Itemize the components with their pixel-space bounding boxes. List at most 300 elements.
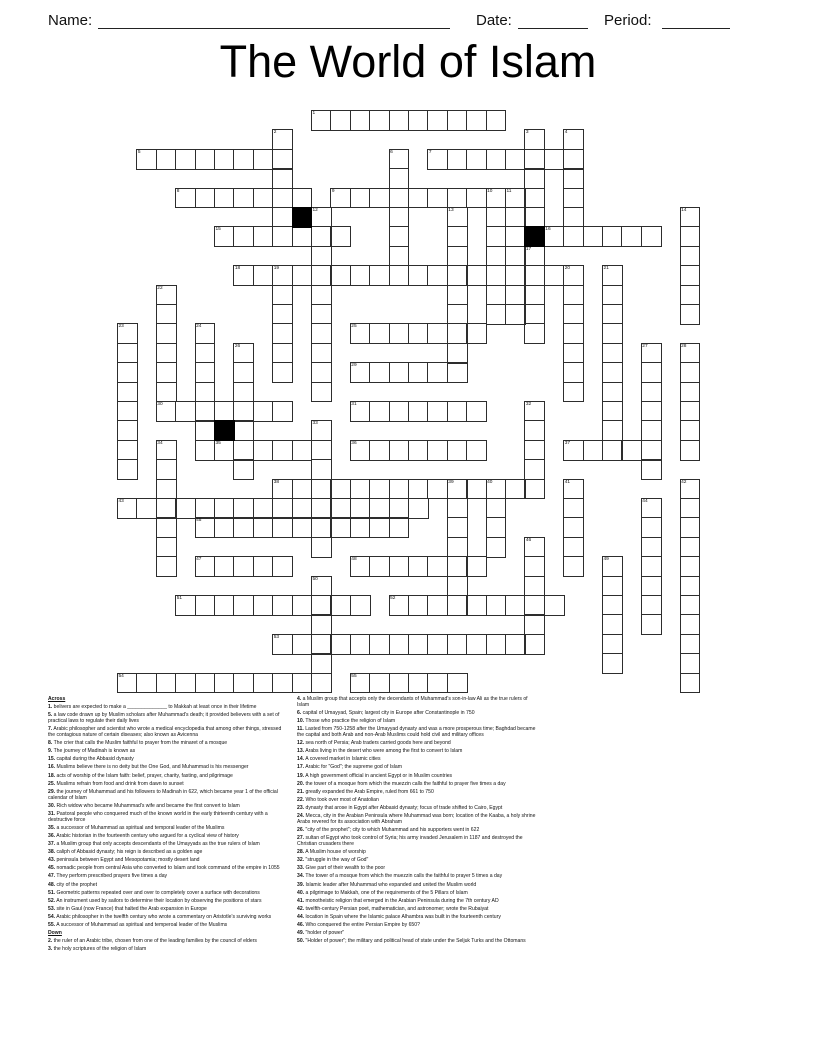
- cell-separator: [312, 479, 331, 480]
- cell-separator: [408, 363, 409, 382]
- clue-number: 4: [564, 130, 568, 136]
- crossword-word[interactable]: [486, 479, 507, 558]
- cell-separator: [427, 363, 428, 382]
- cell-separator: [408, 499, 409, 518]
- down-clue: 20. the tower of a mosque from which the muezzin calls the faithful to prayer five times a day: [297, 780, 506, 787]
- crossword-word[interactable]: [680, 479, 701, 694]
- cell-separator: [603, 382, 622, 383]
- clue-number: 9: [331, 188, 335, 194]
- crossword-word[interactable]: [680, 343, 701, 461]
- cell-separator: [447, 363, 448, 382]
- crossword-word[interactable]: [641, 498, 662, 635]
- cell-separator: [447, 189, 448, 208]
- cell-separator: [525, 576, 544, 577]
- clue-number: 35: [215, 440, 221, 446]
- cell-separator: [642, 459, 661, 460]
- crossword-word[interactable]: [195, 517, 410, 538]
- cell-separator: [583, 441, 584, 460]
- clue-number: 31: [351, 402, 357, 407]
- clue-number: 20: [564, 266, 571, 272]
- cell-separator: [448, 265, 467, 266]
- cell-separator: [196, 343, 215, 344]
- crossword-word[interactable]: [602, 556, 623, 674]
- cell-separator: [487, 498, 506, 499]
- across-clue: 54. Arabic philosopher in the twelfth century who wrote a commentary on Aristotle's surviving works: [48, 913, 272, 920]
- across-clue: 45. nomadic people from central Asia who converted to Islam and took command of the empire in 1055: [48, 865, 280, 872]
- cell-separator: [272, 499, 273, 518]
- cell-separator: [312, 323, 331, 324]
- down-clue: 42. twelfth-century Persian poet, mathematician, and astronomer; wrote the Rubaiyat: [297, 905, 489, 912]
- cell-separator: [564, 517, 583, 518]
- cell-separator: [214, 674, 215, 693]
- across-clue: 47. They perform prescribed prayers five times a day: [48, 873, 168, 880]
- cell-separator: [642, 556, 661, 557]
- cell-separator: [603, 323, 622, 324]
- crossword-word[interactable]: [544, 226, 662, 247]
- cell-separator: [427, 557, 428, 576]
- clue-number: 1: [312, 111, 316, 116]
- cell-separator: [681, 246, 700, 247]
- cell-separator: [234, 362, 253, 363]
- cell-separator: [642, 362, 661, 363]
- cell-separator: [389, 111, 390, 130]
- cell-separator: [603, 576, 622, 577]
- cell-separator: [448, 595, 467, 596]
- cell-separator: [681, 304, 700, 305]
- across-clue: 9. The journey of Madinah is known as: [48, 748, 136, 755]
- cell-separator: [253, 499, 254, 518]
- cell-separator: [369, 266, 370, 285]
- crossword-word[interactable]: [447, 207, 468, 364]
- down-clue: 11. Lasted from 750-1258 after the Umayyad dynasty and was a more prosperous time; Baghdad became the capital and both Arab and non-Arab Muslims could hold civil and military offices: [297, 726, 536, 739]
- down-title: Down: [48, 930, 62, 937]
- cell-separator: [312, 382, 331, 383]
- cell-separator: [369, 480, 370, 499]
- black-cell: [214, 420, 235, 441]
- date-input-line[interactable]: [512, 12, 588, 29]
- cell-separator: [157, 556, 176, 557]
- cell-separator: [350, 266, 351, 285]
- cell-separator: [136, 674, 137, 693]
- crossword-word[interactable]: [136, 149, 293, 170]
- cell-separator: [681, 653, 700, 654]
- cell-separator: [642, 576, 661, 577]
- cell-separator: [525, 479, 544, 480]
- cell-separator: [273, 226, 292, 227]
- cell-separator: [312, 304, 331, 305]
- cell-separator: [157, 479, 176, 480]
- crossword-word[interactable]: [350, 673, 468, 694]
- cell-separator: [525, 149, 544, 150]
- down-clue: 10. Those who practice the religion of Islam: [297, 718, 396, 725]
- down-clue: 34. The tower of a mosque from which the muezzin calls the faithful to prayer 5 times a day: [297, 873, 503, 880]
- across-clue: 38. caliph of Abbasid dynasty; his reign is described as a golden age: [48, 849, 203, 856]
- cell-separator: [118, 440, 137, 441]
- cell-separator: [487, 207, 506, 208]
- cell-separator: [525, 634, 544, 635]
- cell-separator: [234, 459, 253, 460]
- cell-separator: [603, 634, 622, 635]
- across-clue: 35. a successor of Muhammad as spiritual and temporal leader of the Muslims: [48, 824, 225, 831]
- cell-separator: [292, 441, 293, 460]
- across-clue: 30. Rich widow who became Muhammad's wife and became the first convert to Islam: [48, 802, 240, 809]
- clue-number: 30: [157, 402, 163, 407]
- cell-separator: [447, 402, 448, 421]
- cell-separator: [312, 285, 331, 286]
- cell-separator: [312, 498, 331, 499]
- clue-number: 25: [351, 324, 357, 330]
- cell-separator: [369, 557, 370, 576]
- crossword-word[interactable]: [486, 188, 507, 325]
- cell-separator: [681, 265, 700, 266]
- cell-separator: [506, 207, 525, 208]
- down-clue: 44. location in Spain where the Islamic palace Alhambra was built in the fourteenth century: [297, 913, 501, 920]
- clue-number: 34: [157, 440, 163, 446]
- crossword-grid[interactable]: [117, 110, 701, 694]
- down-clue: 23. dynasty that arose in Egypt after Abbasid dynasty; focus of trade shifted to Cairo, Egypt: [297, 804, 503, 811]
- cell-separator: [292, 596, 293, 615]
- cell-separator: [564, 149, 583, 150]
- down-clue: 46. Who conquered the entire Persian Empire by 650?: [297, 921, 420, 928]
- period-input-line[interactable]: [656, 12, 730, 29]
- cell-separator: [681, 517, 700, 518]
- cell-separator: [487, 246, 506, 247]
- cell-separator: [273, 362, 292, 363]
- clue-number: 51: [176, 596, 183, 601]
- down-clue: 39. Islamic leader after Muhammad who expanded and united the Muslim world: [297, 881, 477, 888]
- cell-separator: [564, 362, 583, 363]
- crossword-word[interactable]: [195, 556, 293, 577]
- cell-separator: [603, 614, 622, 615]
- crossword-word[interactable]: [156, 440, 177, 577]
- cell-separator: [564, 382, 583, 383]
- down-clue: 32. "struggle in the way of God": [297, 857, 369, 864]
- cell-separator: [214, 189, 215, 208]
- crossword-word[interactable]: [350, 440, 487, 461]
- clue-number: 26: [234, 343, 241, 349]
- cell-separator: [233, 189, 234, 208]
- cell-separator: [214, 596, 215, 615]
- cell-separator: [642, 382, 661, 383]
- cell-separator: [292, 674, 293, 693]
- cell-separator: [312, 595, 331, 596]
- cell-separator: [447, 635, 448, 654]
- crossword-word[interactable]: [272, 129, 293, 247]
- cell-separator: [603, 401, 622, 402]
- cell-separator: [603, 653, 622, 654]
- clue-number: 19: [273, 266, 280, 272]
- clue-number: 28: [681, 343, 687, 349]
- cell-separator: [273, 188, 292, 189]
- down-clue: 2. the ruler of an Arabic tribe, chosen from one of the leading families by the council of elders: [48, 938, 257, 945]
- down-clue: 33. Give part of their wealth to the poor: [297, 865, 386, 872]
- clue-number: 17: [525, 246, 532, 252]
- cell-separator: [448, 537, 467, 538]
- cell-separator: [330, 111, 331, 130]
- clue-number: 24: [196, 324, 202, 330]
- cell-separator: [525, 323, 544, 324]
- across-clue: 52. An instrument used by sailors to determine their location by observing the positions of stars: [48, 897, 262, 904]
- cell-separator: [157, 362, 176, 363]
- cell-separator: [196, 401, 215, 402]
- cell-separator: [564, 343, 583, 344]
- cell-separator: [408, 402, 409, 421]
- cell-separator: [233, 596, 234, 615]
- crossword-word[interactable]: [117, 673, 312, 694]
- cell-separator: [312, 634, 331, 635]
- cell-separator: [350, 635, 351, 654]
- cell-separator: [233, 518, 234, 537]
- down-clue: 27. sultan of Egypt who took control of Syria; his army invaded Jerusalem in 1187 and destroyed the Christian crusaders there: [297, 835, 523, 848]
- cell-separator: [369, 674, 370, 693]
- across-clue: 31. Pastoral people who conquered much of the known world in the early thirteenth century with a destructive force: [48, 810, 268, 823]
- clue-number: 42: [681, 479, 687, 485]
- cell-separator: [427, 635, 428, 654]
- cell-separator: [369, 324, 370, 343]
- cell-separator: [312, 653, 331, 654]
- crossword-word[interactable]: [214, 440, 312, 461]
- clue-number: 15: [215, 227, 221, 233]
- down-clue: 24. Mecca, city in the Arabian Peninsula where Muhammad was born; location of the Kaaba, a holy shrine Arabs revered for its association with Abraham: [297, 813, 536, 825]
- cell-separator: [390, 246, 409, 247]
- clue-number: 8: [176, 188, 180, 194]
- clue-number: 3: [525, 130, 529, 136]
- down-clue: 6. capital of Umayyad, Spain; largest city in Europe after Constantinople in 750: [297, 710, 475, 716]
- down-clue: 17. Arabic for "God"; the supreme god of Islam: [297, 764, 402, 771]
- cell-separator: [681, 362, 700, 363]
- cell-separator: [350, 111, 351, 130]
- cell-separator: [292, 518, 293, 537]
- cell-separator: [390, 226, 409, 227]
- cell-separator: [487, 304, 506, 305]
- clue-number: 44: [642, 499, 648, 504]
- cell-separator: [448, 498, 467, 499]
- crossword-word[interactable]: [563, 129, 584, 247]
- crossword-word[interactable]: [680, 207, 701, 325]
- cell-separator: [253, 557, 254, 576]
- cell-separator: [273, 149, 292, 150]
- crossword-word[interactable]: [311, 420, 332, 557]
- clue-number: 11: [506, 188, 512, 194]
- crossword-word[interactable]: [195, 323, 216, 460]
- cell-separator: [390, 207, 409, 208]
- crossword-word[interactable]: [563, 479, 584, 577]
- clue-number: 49: [603, 557, 609, 563]
- cell-separator: [312, 459, 331, 460]
- cell-separator: [312, 265, 331, 266]
- cell-separator: [214, 499, 215, 518]
- crossword-word[interactable]: [350, 401, 487, 422]
- across-clue: 43. peninsula between Egypt and Mesopotamia; mostly desert land: [48, 857, 200, 864]
- clue-number: 40: [487, 479, 493, 485]
- cell-separator: [369, 363, 370, 382]
- cell-separator: [273, 343, 292, 344]
- cell-separator: [506, 285, 525, 286]
- cell-separator: [681, 226, 700, 227]
- cell-separator: [390, 265, 409, 266]
- clue-number: 50: [312, 576, 318, 582]
- down-clue: 28. A Muslim house of worship: [297, 849, 366, 856]
- down-clue: 12. sea north of Persia; Arab traders carried goods here and beyond: [297, 740, 451, 747]
- cell-separator: [525, 265, 544, 266]
- cell-separator: [505, 596, 506, 615]
- cell-separator: [427, 266, 428, 285]
- crossword-word[interactable]: [156, 285, 177, 403]
- cell-separator: [681, 614, 700, 615]
- cell-separator: [603, 420, 622, 421]
- crossword-word[interactable]: [156, 401, 293, 422]
- cell-separator: [487, 285, 506, 286]
- crossword-word[interactable]: [175, 595, 370, 616]
- cell-separator: [603, 440, 622, 441]
- crossword-word[interactable]: [524, 537, 545, 655]
- cell-separator: [564, 304, 583, 305]
- cell-separator: [564, 556, 583, 557]
- cell-separator: [681, 382, 700, 383]
- crossword-word[interactable]: [389, 149, 410, 286]
- cell-separator: [448, 226, 467, 227]
- crossword-word[interactable]: [272, 265, 293, 383]
- clue-number: 41: [564, 479, 571, 485]
- cell-separator: [157, 343, 176, 344]
- cell-separator: [525, 420, 544, 421]
- across-clue: 29. the journey of Muhammad and his followers to Madinah in 622, which became year 1 of the official calendar of Islam: [48, 788, 278, 801]
- cell-separator: [564, 285, 583, 286]
- cell-separator: [233, 557, 234, 576]
- cell-separator: [621, 227, 622, 246]
- cell-separator: [118, 401, 137, 402]
- cell-separator: [641, 227, 642, 246]
- cell-separator: [466, 402, 467, 421]
- crossword-word[interactable]: [505, 188, 526, 325]
- cell-separator: [681, 673, 700, 674]
- cell-separator: [156, 150, 157, 169]
- clue-number: 5: [137, 149, 141, 155]
- cell-separator: [195, 596, 196, 615]
- crossword-word[interactable]: [447, 479, 468, 616]
- clue-number: 37: [564, 440, 571, 446]
- crossword-word[interactable]: [602, 265, 623, 460]
- across-clue: 48. city of the prophet: [48, 881, 98, 888]
- cell-separator: [157, 382, 176, 383]
- cell-separator: [564, 226, 583, 227]
- cell-separator: [253, 227, 254, 246]
- cell-separator: [253, 596, 254, 615]
- cell-separator: [273, 168, 292, 169]
- cell-separator: [292, 635, 293, 654]
- crossword-word[interactable]: [117, 323, 138, 480]
- black-cell: [292, 207, 313, 228]
- cell-separator: [118, 459, 137, 460]
- crossword-word[interactable]: [311, 110, 506, 131]
- cell-separator: [408, 674, 409, 693]
- date-label: Date:: [476, 12, 512, 29]
- cell-separator: [487, 265, 506, 266]
- crossword-word[interactable]: [524, 401, 545, 499]
- cell-separator: [195, 150, 196, 169]
- cell-separator: [525, 459, 544, 460]
- clue-number: 7: [428, 149, 432, 155]
- cell-separator: [408, 441, 409, 460]
- clue-number: 46: [525, 537, 532, 543]
- clue-number: 33: [312, 421, 318, 427]
- cell-separator: [272, 596, 273, 615]
- cell-separator: [525, 556, 544, 557]
- cell-separator: [234, 382, 253, 383]
- cell-separator: [525, 304, 544, 305]
- cell-separator: [195, 674, 196, 693]
- cell-separator: [350, 518, 351, 537]
- cell-separator: [525, 614, 544, 615]
- cell-separator: [292, 499, 293, 518]
- cell-separator: [525, 168, 544, 169]
- crossword-word[interactable]: [311, 576, 332, 694]
- crossword-word[interactable]: [524, 129, 545, 227]
- cell-separator: [214, 518, 215, 537]
- cell-separator: [603, 285, 622, 286]
- cell-separator: [681, 440, 700, 441]
- cell-separator: [196, 440, 215, 441]
- cell-separator: [487, 517, 506, 518]
- clue-number: 29: [351, 363, 357, 369]
- cell-separator: [525, 285, 544, 286]
- black-cell: [524, 226, 545, 247]
- cell-separator: [487, 537, 506, 538]
- cell-separator: [408, 635, 409, 654]
- cell-separator: [253, 518, 254, 537]
- cell-separator: [681, 285, 700, 286]
- cell-separator: [525, 188, 544, 189]
- across-clue: 55. A successor of Muhammad as spiritual and temperoal leader of the Muslims: [48, 921, 228, 928]
- cell-separator: [681, 576, 700, 577]
- cell-separator: [525, 440, 544, 441]
- crossword-word[interactable]: [311, 207, 332, 402]
- crossword-word[interactable]: [563, 265, 584, 402]
- cell-separator: [602, 227, 603, 246]
- clue-number: 55: [351, 673, 357, 679]
- cell-separator: [312, 537, 331, 538]
- cell-separator: [466, 189, 467, 208]
- cell-separator: [603, 362, 622, 363]
- crossword-word[interactable]: [233, 343, 254, 480]
- crossword-word[interactable]: [350, 362, 468, 383]
- cell-separator: [196, 382, 215, 383]
- cell-separator: [136, 499, 137, 518]
- across-clue: 18. acts of worship of the Islam faith: belief, prayer, charity, fasting, and pilgrimage: [48, 772, 233, 779]
- clue-number: 14: [681, 208, 687, 213]
- cell-separator: [564, 498, 583, 499]
- cell-separator: [408, 596, 409, 615]
- crossword-word[interactable]: [524, 246, 545, 344]
- across-clue: 1. belivers are expected to make a ______________ to Makkah at least once in their lifetime: [48, 704, 257, 711]
- name-label: Name:: [48, 12, 93, 29]
- cell-separator: [195, 499, 196, 518]
- cell-separator: [253, 150, 254, 169]
- clue-number: 18: [234, 266, 241, 272]
- clue-number: 43: [118, 499, 124, 504]
- cell-separator: [196, 420, 215, 421]
- cell-separator: [196, 362, 215, 363]
- clue-number: 22: [157, 285, 163, 291]
- across-clue: 8. The crier that calls the Muslim faithful to prayer from the minaret of a mosque: [48, 740, 228, 747]
- cell-separator: [272, 441, 273, 460]
- down-clue: 13. Arabs living in the desert who were among the first to convert to Islam: [297, 748, 463, 755]
- crossword-word[interactable]: [641, 343, 662, 480]
- cell-separator: [118, 420, 137, 421]
- crossword-word[interactable]: [427, 149, 584, 170]
- name-input-line[interactable]: [92, 12, 450, 29]
- cell-separator: [389, 480, 390, 499]
